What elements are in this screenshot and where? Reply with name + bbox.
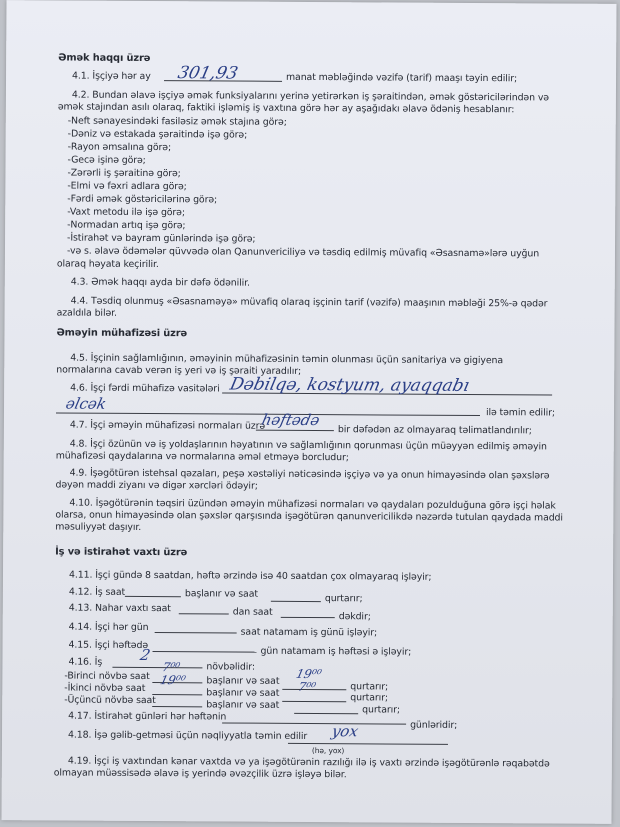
clause-4-14-text: 4.14. İşçi hər gün bbox=[68, 621, 149, 634]
clause-4-10-line3: məsuliyyət daşıyır. bbox=[55, 521, 142, 533]
transport-handwritten: yox bbox=[330, 722, 360, 741]
clause-4-7-text: 4.7. İşçi əməyin mühafizəsi normaları üzrə bbox=[69, 419, 266, 432]
clause-4-16-suffix: növbəlidir: bbox=[206, 661, 255, 673]
clause-4-4-line1: 4.4. Təsdiq olunmuş «Əsasnaməyə» müvafiq olaraq işçinin tarif (vəzifə) maaşının məbləği 25%-ə qədər bbox=[70, 295, 548, 310]
allowance-item: -və s. əlavə ödəmələr qüvvədə olan Qanunvericiliyə və təsdiq edilmiş müvafiq «Əsasnamə»lərə uyğun bbox=[66, 245, 540, 260]
clause-4-2-line1: 4.2. Bundan əlavə işçiyə əmək funksiyalarını yerinə yetirərkən iş şəraitindən, əmək göstəricilərindən və bbox=[71, 89, 550, 104]
shift-count-handwritten: 2 bbox=[138, 645, 153, 665]
shift-1-end-handwritten: 19⁰⁰ bbox=[294, 666, 323, 682]
allowance-item: -Neft sənayesindəki fasiləsiz əmək stajına görə; bbox=[67, 115, 287, 128]
clause-4-9-line2: dəyən maddi ziyanı və digər xərcləri ödəyir; bbox=[55, 479, 258, 492]
shift-1-suffix: qurtarır; bbox=[350, 681, 389, 693]
lunch-start-blank bbox=[179, 603, 229, 614]
clause-4-13-mid: dan saat bbox=[232, 606, 273, 618]
work-start-blank bbox=[125, 586, 181, 597]
allowance-item: -Zərərli iş şəraitinə görə; bbox=[67, 167, 181, 180]
transport-hint: (hə, yox) bbox=[311, 746, 345, 756]
lunch-end-blank bbox=[281, 607, 335, 618]
salary-handwritten: 301,93 bbox=[175, 63, 240, 84]
clause-4-4-line2: azaldıla bilər. bbox=[56, 307, 117, 319]
allowance-item: -Elmi və fəxri adlara görə; bbox=[67, 180, 187, 193]
section-heading-protection: Əməyin mühafizəsi üzrə bbox=[56, 327, 188, 340]
allowance-item: -Normadan artıq işə görə; bbox=[67, 219, 186, 232]
clause-4-12-suffix: qurtarır; bbox=[324, 593, 363, 605]
allowance-item: -Dəniz və estakada şəraitində işə görə; bbox=[67, 128, 248, 141]
clause-4-8-line1: 4.8. İşçi özünün və iş yoldaşlarının həyatının və sağlamlığının qorunması üçün müəyyən edilmiş əməyin bbox=[69, 438, 547, 453]
clause-4-15-text: 4.15. İşçi həftədə bbox=[68, 639, 149, 652]
allowance-item: -İstirahət və bayram günlərində işə görə; bbox=[67, 232, 256, 245]
allowance-item: -Fərdi əmək göstəricilərinə görə; bbox=[67, 193, 218, 206]
work-end-blank bbox=[271, 591, 321, 602]
section-heading-wage: Əmək haqqı üzrə bbox=[58, 52, 151, 65]
clause-4-5-line1: 4.5. İşçinin sağlamlığının, əməyinin mühafizəsinin təmin olunması üçün sanitariya və gigiyena bbox=[70, 352, 504, 367]
clause-4-5-line2: normalarına cavab verən iş yeri və iş şəraiti yaradılır; bbox=[56, 364, 302, 377]
clause-4-11: 4.11. İşçi gündə 8 saatdan, həftə ərzində isə 40 saatdan çox olmayaraq işləyir; bbox=[68, 569, 432, 583]
clause-4-15-suffix: gün natamam iş həftəsi ə işləyir; bbox=[260, 645, 412, 658]
shift-2-mid: başlanır və saat bbox=[206, 687, 280, 699]
allowance-item: -Gecə işinə görə; bbox=[67, 154, 146, 166]
clause-4-10-line2: olarsa, onun himayəsində olan şəxslər qarşısında işəgötürən qanunvericilikdə nəzərdə tutulan qaydada maddi bbox=[55, 509, 563, 524]
clause-4-13-suffix: dəkdir; bbox=[338, 611, 371, 623]
clause-4-9-line1: 4.9. İşəgötürən istehsal qəzaları, peşə xəstəliyi nəticəsində işçiyə və ya onun himayəsində olan şəxslərə bbox=[69, 467, 550, 482]
shift-2-start-handwritten: 19⁰⁰ bbox=[158, 673, 187, 688]
ppe-handwritten-2: əlcək bbox=[64, 394, 109, 413]
clause-4-10-line1: 4.10. İşəgötürənin təqsiri üzündən əməyin mühafizəsi normaları və qaydaları pozulduğuna görə işçi həlak bbox=[69, 497, 556, 512]
shift-2-label: -İkinci növbə saat bbox=[64, 682, 146, 695]
clause-4-17-text: 4.17. İstirahət günləri hər həftənin bbox=[68, 710, 227, 723]
shift-2-end-handwritten: 7⁰⁰ bbox=[296, 679, 318, 695]
clause-4-1-text: 4.1. İşçiyə hər ay bbox=[72, 70, 151, 83]
section-heading-worktime: İş və istirahət vaxtı üzrə bbox=[55, 546, 188, 559]
part-week-blank bbox=[153, 641, 257, 653]
clause-4-19-line2: olmayan müəssisədə əlavə iş yerində əvəzçilik üzrə işləyə bilər. bbox=[53, 767, 347, 781]
clause-4-7-suffix: bir dəfədən az olmayaraq təlimatlandırılır; bbox=[337, 424, 532, 437]
clause-4-12-text: 4.12. İş saat bbox=[68, 586, 126, 598]
shift-1-label: -Birinci növbə saat bbox=[64, 670, 150, 683]
clause-4-12-mid: başlanır və saat bbox=[184, 588, 258, 600]
clause-4-2-line2: əmək stajından asılı olaraq, faktiki işləmiş iş vaxtına görə hər ay aşağıdakı əlavə ödəniş hesablanır: bbox=[57, 101, 515, 116]
rest-days-blank bbox=[222, 712, 406, 724]
shift-3-suffix: qurtarır; bbox=[362, 704, 400, 716]
clause-4-13-text: 4.13. Nahar vaxtı saat bbox=[68, 602, 171, 615]
clause-4-16-text: 4.16. İş bbox=[68, 656, 103, 668]
transport-blank bbox=[288, 733, 448, 745]
clause-4-18-text: 4.18. İşə gəlib-getməsi üçün nəqliyyatla təmin edilir bbox=[67, 729, 308, 742]
allowance-item-cont: olaraq həyata keçirilir. bbox=[56, 258, 159, 271]
ppe-handwritten-1: Dəbilqə, kostyum, ayaqqabı bbox=[227, 374, 472, 396]
clause-4-6-suffix: ilə təmin edilir; bbox=[485, 407, 555, 419]
clause-4-3: 4.3. Əmək haqqı ayda bir dəfə ödənilir. bbox=[70, 276, 250, 289]
contract-page bbox=[2, 0, 617, 824]
clause-4-14-suffix: saat natamam iş günü işləyir; bbox=[240, 626, 378, 639]
shift-3-label: -Üçüncü növbə saat bbox=[64, 694, 156, 707]
clause-4-17-suffix: günləridir; bbox=[410, 719, 458, 731]
clause-4-1-suffix: manat məbləğində vəzifə (tarif) maaşı təyin edilir; bbox=[286, 71, 518, 85]
shift-3-mid: başlanır və saat bbox=[206, 699, 280, 711]
shift-2-suffix: qurtarır; bbox=[350, 692, 389, 704]
shift-count-blank bbox=[112, 657, 202, 669]
shift-3-start-blank bbox=[152, 696, 202, 707]
shift-1-mid: başlanır və saat bbox=[206, 675, 280, 687]
part-day-blank bbox=[155, 622, 237, 634]
allowance-item: -Vaxt metodu ilə işə görə; bbox=[67, 206, 185, 219]
clause-4-8-line2: mühafizəsi qaydalarına və normalarına əməl etməyə borcludur; bbox=[55, 450, 349, 464]
briefing-handwritten: həftədə bbox=[259, 410, 322, 430]
shift-1-start-handwritten: 7⁰⁰ bbox=[160, 660, 182, 675]
clause-4-6-text: 4.6. İşçi fərdi mühafizə vasitələri bbox=[70, 382, 220, 395]
clause-4-19-line1: 4.19. İşçi iş vaxtından kənar vaxtda və ya işəgötürənin razılığı ilə iş vaxtı ərzində işəgötürənlə rəqabətdə bbox=[67, 755, 550, 770]
allowance-item: -Rayon əmsalına görə; bbox=[67, 141, 172, 154]
